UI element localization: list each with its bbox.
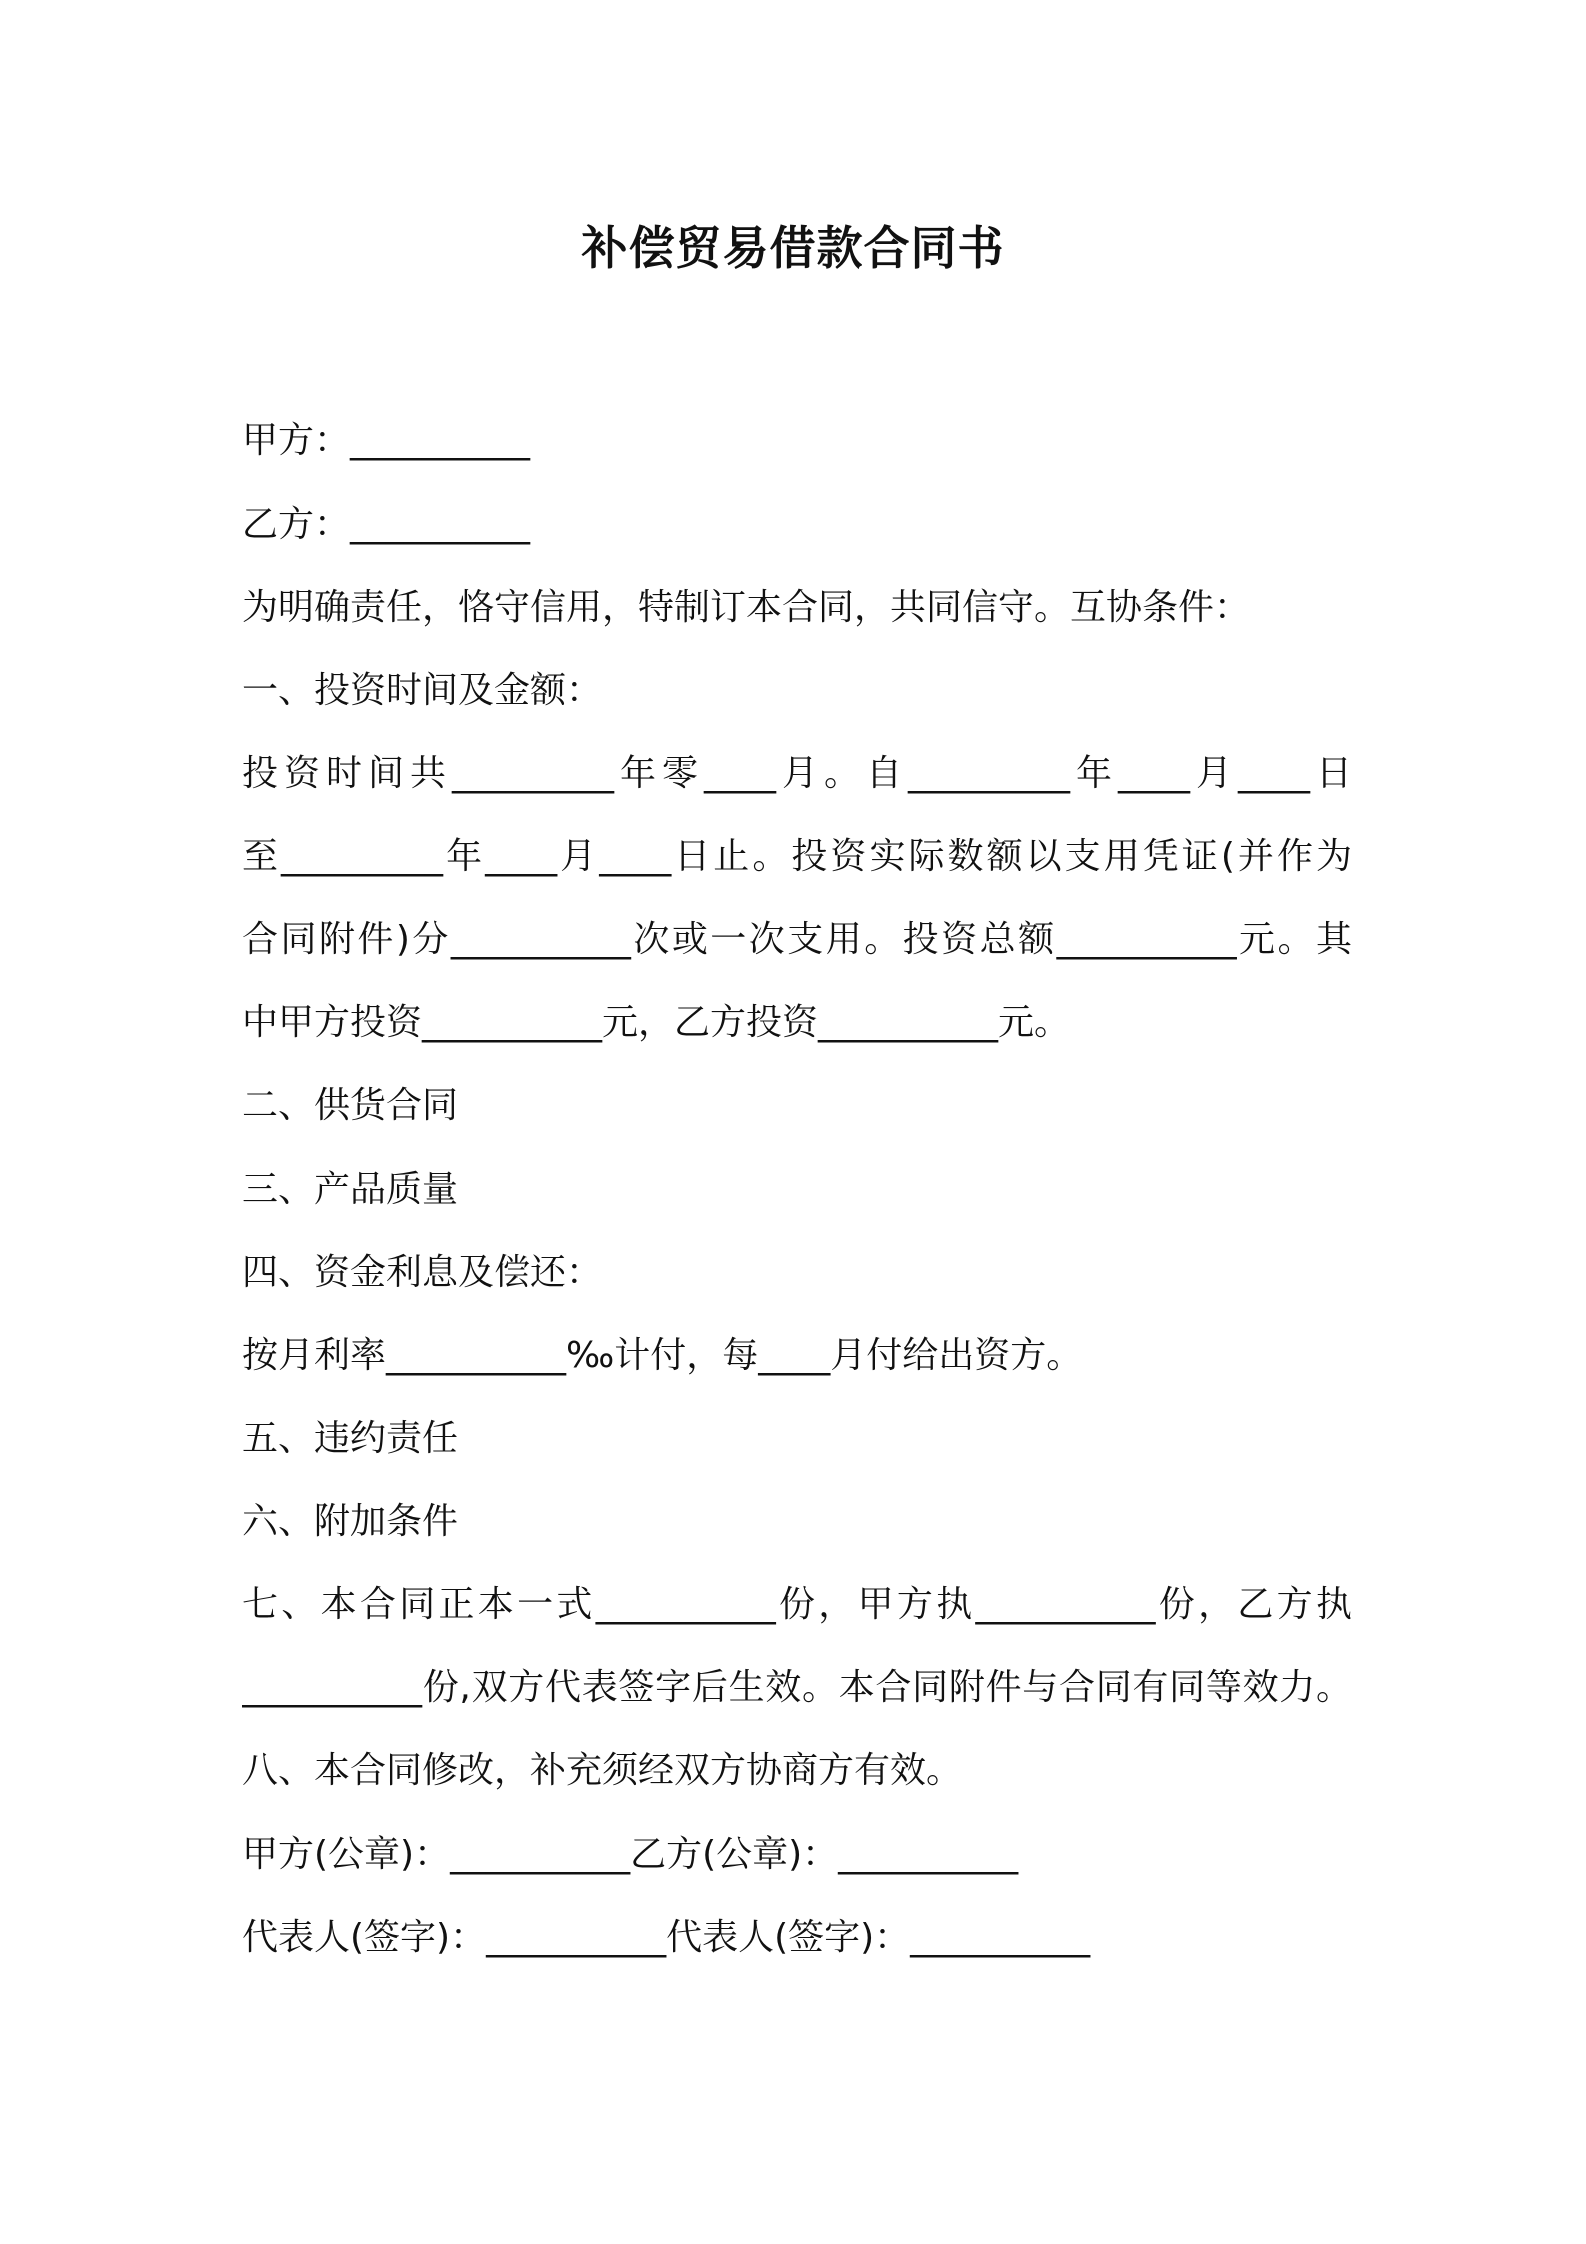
section-3-heading: 三、产品质量 [242, 1169, 459, 1210]
section-2-heading: 二、供货合同 [242, 1085, 459, 1126]
section-1-text-line-3: 合同附件)分__________次或一次支用。投资总额__________元。其 [242, 919, 1352, 960]
section-7-text-line-1: 七、本合同正本一式__________份，甲方执__________份，乙方执 [242, 1584, 1352, 1625]
document-title: 补偿贸易借款合同书 [581, 221, 1005, 275]
section-6-heading: 六、附加条件 [242, 1501, 459, 1542]
seal-line: 甲方(公章)：__________乙方(公章)：__________ [242, 1834, 1019, 1875]
section-1-text-line-2: 至_________年____月____日止。投资实际数额以支用凭证(并作为 [242, 836, 1352, 877]
section-4-heading: 四、资金利息及偿还： [242, 1252, 603, 1293]
party-a-line: 甲方：__________ [242, 420, 531, 461]
signature-line: 代表人(签字)：__________代表人(签字)：__________ [242, 1917, 1091, 1958]
section-5-heading: 五、违约责任 [242, 1418, 459, 1459]
section-1-heading: 一、投资时间及金额： [242, 670, 603, 711]
section-1-text-line-4: 中甲方投资__________元，乙方投资__________元。 [242, 1002, 1071, 1043]
section-8-text: 八、本合同修改，补充须经双方协商方有效。 [242, 1750, 963, 1791]
section-4-text: 按月利率__________‰计付，每____月付给出资方。 [242, 1335, 1083, 1376]
party-b-line: 乙方：__________ [242, 504, 531, 545]
section-7-text-line-2: __________份,双方代表签字后生效。本合同附件与合同有同等效力。 [242, 1667, 1352, 1708]
preamble-line: 为明确责任，恪守信用，特制订本合同，共同信守。互协条件： [242, 587, 1251, 628]
section-1-text-line-1: 投资时间共_________年零____月。自_________年____月____日 [242, 753, 1352, 794]
